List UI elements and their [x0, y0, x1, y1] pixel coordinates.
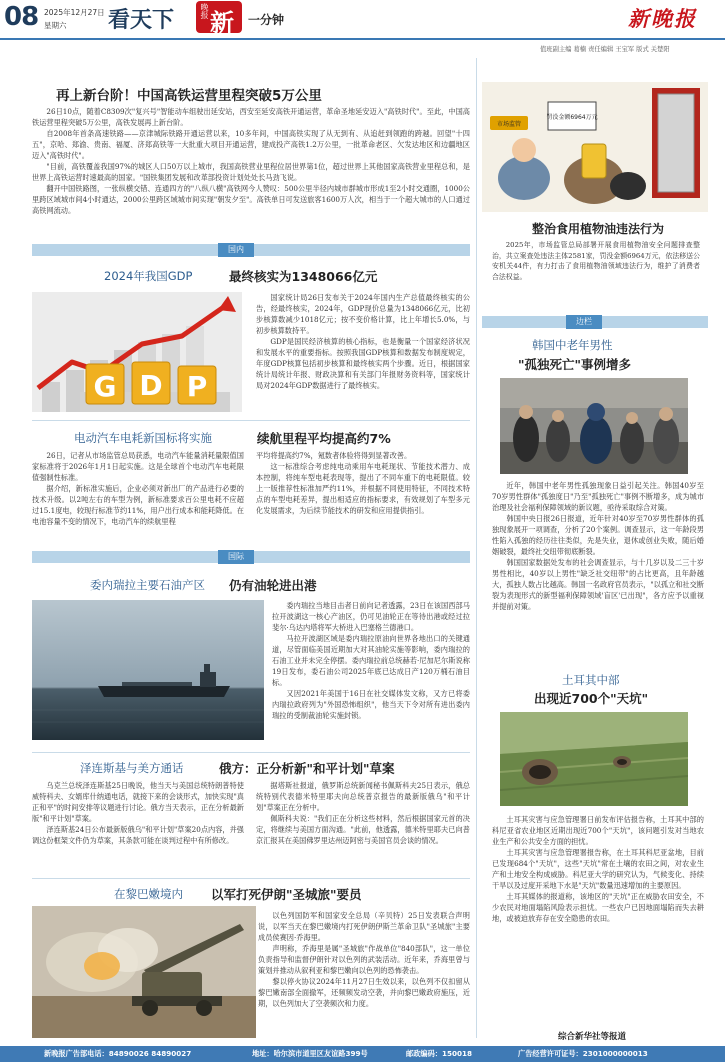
gdp-paragraph: 国家统计局26日发布关于2024年国内生产总值最终核实的公告，经最终核实，2024年，GDP现价总量为1348066亿元，比初步核算数减少1018亿元；按不变价格计算，比上年增长5.0%，与初步核算数持平。	[256, 293, 470, 335]
lebanon-body	[258, 910, 470, 1009]
lebanon-title-right: 以军打死伊朗"圣城旅"要员	[211, 887, 362, 902]
domestic-tag: 国内	[218, 243, 254, 257]
article-body-rail	[32, 106, 470, 216]
editor-credits: 值班副主编 葛楠 责任编辑 王宝军 版式 关楚阳	[540, 46, 670, 53]
subsection-title: 一分钟	[248, 13, 285, 27]
ukraine-paragraph: 泽连斯基24日公布最新版俄乌"和平计划"草案20点内容，并强调这份框架文件仍为草案，其条款可能在谈判过程中有所修改。	[32, 825, 244, 845]
footer-postcode: 邮政编码：150018	[406, 1049, 472, 1058]
sinkhole-photo	[500, 712, 688, 806]
ukraine-body-col2	[256, 780, 470, 846]
source-credit: 综合新华社等报道	[558, 1032, 627, 1042]
turkey-paragraph: 土耳其灾害与应急管理署报告称，在土耳其科尼亚盆地，目前已发现684个"天坑"，这些"天坑"常在土壤的农田之间，对农业生产和土地安全构成威胁。科尼亚大学的研究认为，气候变化、持续干旱以及过度开采地下水是"天坑"数量迅速增加的主要原因。	[492, 848, 704, 890]
venezuela-paragraph: 委内瑞拉当地目击者日前向记者透露，23日在该国西部马拉开波湖这一核心产油区，仍可见油轮正在等待出港或经过拉斐尔·乌达内塔将军大桥进入巴塞格兰德港口。	[272, 601, 470, 632]
ev-paragraph: 这一标准综合考虑纯电动乘用车电耗现状、节能技术潜力、成本控制，将纯车型电耗表现等，提出了不同车重下的电耗限值。较上一版推荐性标准加严约11%，并根据不同使用特征，不同技术特点的车型电耗差异，提出相适应的指标要求，有效规划了车型多元化发展需求，为后续节能技术的研发和应用提供指引。	[256, 462, 470, 515]
paper-masthead: 新晚报	[628, 6, 697, 31]
logo-text-large: 新	[210, 8, 234, 37]
border-section-bar	[482, 316, 708, 328]
oil-body: 2025年，市场监管总局部署开展食用植物油安全问题排查整治，共立案查处违法主体2581家，罚没金额6964万元，依法移送公安机关44件，有力打击了食用植物油领域违法行为，维护了消费者合法权益。	[492, 241, 700, 281]
turkey-title-line1: 土耳其中部	[562, 673, 620, 687]
domestic-section-bar	[32, 244, 470, 256]
page-number: 08	[4, 2, 39, 32]
korea-title-line1: 韩国中老年男性	[532, 338, 613, 352]
section-title: 看天下	[108, 8, 175, 33]
ev-body-col1	[32, 450, 244, 527]
issue-date: 2025年12月27日	[44, 8, 105, 17]
gdp-title-right: 最终核实为1348066亿元	[229, 269, 378, 284]
ev-body-col2	[256, 450, 470, 516]
korea-elderly-photo-svg	[500, 378, 688, 474]
gdp-letter-g: G	[93, 370, 117, 403]
korea-title-line2: "孤独死亡"事例增多	[518, 357, 632, 372]
gdp-letter-d: D	[139, 369, 163, 402]
article-title-rail: 再上新台阶！中国高铁运营里程突破5万公里	[56, 88, 322, 104]
international-tag: 国际	[218, 550, 254, 564]
artillery-photo-svg	[32, 906, 256, 1038]
page-header	[0, 0, 725, 40]
ev-title-left: 电动汽车电耗新国标将实施	[74, 431, 212, 445]
gdp-growth-illustration-svg	[32, 292, 242, 412]
footer-address: 地址：哈尔滨市道里区友谊路399号	[252, 1049, 368, 1058]
korea-paragraph: 韩国国家数据处发布的社会调查显示，与十几岁以及二三十岁男性相比，40岁以上男性"缺乏社交纽带"的占比更高，且年龄越大，孤独人数占比越高。韩国一名政府官员表示，"以孤立和社交断裂为表现形式的新型福利保障领域'盲区'已出现"，各方应予以重视并提前对策。	[492, 558, 704, 611]
issue-weekday: 星期六	[44, 21, 67, 30]
venezuela-paragraph: 又因2021年美国于16日在社交媒体发文称，又方已将委内瑞拉政府列为"外国恐怖组织"，他当天下令对所有进出委内瑞拉的受制裁油轮实施封锁。	[272, 689, 470, 720]
domestic-divider	[32, 420, 470, 421]
international-divider-1	[32, 752, 470, 753]
turkey-title-line2: 出现近700个"天坑"	[534, 691, 649, 706]
turkey-paragraph: 土耳其灾害与应急管理署日前发布评估报告称，土耳其中部的科尼亚省农业地区近期出现近700个"天坑"，该问题引发对当地农业生产和公共安全方面的担忧。	[492, 815, 704, 846]
ukraine-title-left: 泽连斯基与美方通话	[80, 761, 184, 775]
korea-paragraph: 近年，韩国中老年男性孤独现象日益引起关注。韩国40岁至70岁男性群体"孤独度日"乃至"孤独死亡"事例不断增多，成为城市治理及社会福利保障领域的新议题，亟待采取综合对策。	[492, 481, 704, 512]
ev-paragraph: 据介绍，新标准实施后，企业必须对新出厂的产品进行必要的技术升级。以2吨左右的车型为例，新标准要求百公里电耗不应超过15.1度电，较现行标准节约11%，用户出行成本和能耗降低。在电池容量不变的情况下，电动汽车的续航里程	[32, 484, 244, 526]
header-rule	[0, 38, 725, 40]
border-tag: 边栏	[566, 315, 602, 329]
lebanon-paragraph: 黎以停火协议2024年11月27日生效以来，以色列不仅扣留从黎巴嫩南部全面撤军，还频频发动空袭，并向黎巴嫩政府施压，近期，以色列加大了空袭频次和力度。	[258, 977, 470, 1008]
ukraine-paragraph: 乌克兰总统泽连斯基25日晚说，他当天与美国总统特朗普特使威特科夫、女婿库什纳通电话，就接下来的会谈形式，加快实现"真正和平"的时间安排等议题进行讨论。俄方当天表示，正在分析最新版"和平计划"草案。	[32, 781, 244, 823]
korea-paragraph: 韩国中央日报26日报道，近年针对40岁至70岁男性群体的孤独现象展开一项调查，分析了20个案例。调查显示，这一年龄段男性陷入孤独的经历往往类似，先是失业，退休或创业失败，随后婚姻破裂，最终社交纽带彻底断裂。	[492, 514, 704, 556]
edible-oil-cartoon-svg	[482, 82, 708, 212]
korea-elderly-photo	[500, 378, 688, 474]
turkey-paragraph: 土耳其媒体的报道称，该地区的"天坑"正在威胁农田安全，不少农民对地面塌陷风险表示担忧。一些农户已因地面塌陷而失去耕地，或被迫放弃存在安全隐患的农田。	[492, 892, 704, 923]
turkey-body	[492, 814, 704, 924]
venezuela-paragraph: 马拉开波湖区域是委内瑞拉原油向世界各地出口的关键通道，尽管面临美国近期加大对其油轮实施等影响，委内瑞拉的石油工业并未完全停摆。委内瑞拉前总统赫若·尼加尼尔斯说称19日发布，委石油公司2025年底已达成日产120万桶石油目标。	[272, 634, 470, 687]
brand-logo-badge	[196, 1, 242, 37]
international-divider-2	[32, 878, 470, 879]
venezuela-title-right: 仍有油轮进出港	[229, 578, 317, 593]
gdp-letter-p: P	[186, 370, 208, 403]
oil-tanker-photo-svg	[32, 600, 264, 740]
footer-license: 广告经营许可证号：2301000000013	[518, 1049, 648, 1058]
footer-ad-phone: 新晚报广告部电话：84890026 84890027	[44, 1049, 192, 1058]
sinkhole-photo-svg	[500, 712, 688, 806]
rail-paragraph: 翻开中国铁路图，一张纵横交错、连通四方的"八纵八横"高铁网今人赞叹：500公里半径内城市群城市形成1至2小时交通圈，1000公里跨区域城市间4小时通达，2000公里跨区域城市间实现"朝发夕至"。高铁单日可发送旅客1600万人次，相当于一个超大城市的人口通过高铁网流动。	[32, 184, 470, 215]
rail-paragraph: "目前，高铁覆盖我国97%的城区人口50万以上城市，我国高铁营业里程位居世界第1位，超过世界上其他国家高铁营业里程总和，是世界上高铁运营时速最高的国家。"国铁集团发展和改革部投资计划处处长马劲飞说。	[32, 162, 470, 182]
oil-title: 整治食用植物油违法行为	[532, 222, 665, 236]
gdp-body	[256, 292, 470, 391]
ev-paragraph: 26日，记者从市场监管总局获悉，电动汽车能量消耗量限值国家标准将于2026年1月1日起实施。这是全球首个电动汽车电耗限值强制性标准。	[32, 451, 244, 482]
international-section-bar	[32, 551, 470, 563]
ukraine-paragraph: 佩斯科夫说："我们正在分析这些材料，然后根据国家元首的决定，将继续与美国方面沟通。"此前，他透露，德米特里耶夫已向普京汇报其在美国佛罗里达州迈阿密与美国官员会谈的情况。	[256, 814, 470, 845]
gdp-illustration	[32, 292, 242, 412]
artillery-photo	[32, 906, 256, 1038]
ev-paragraph: 平均将提高约7%，氪数者体验将得到显著改善。	[256, 451, 412, 460]
logo-text-small: 晚报	[200, 3, 209, 19]
lebanon-paragraph: 声明称，乔海里是属"圣城旅"作战单位"840部队"，这一单位负责指导和监督伊朗针对以色列的武装活动。近年来，乔海里曾与策划并推动从叙利亚和黎巴嫩向以色列的恐怖袭击。	[258, 944, 470, 975]
ukraine-paragraph: 据塔斯社报道，俄罗斯总统新闻秘书佩斯科夫25日表示，俄总统特别代表德米特里耶夫向总统普京报告的最新版俄乌"和平计划"草案正在分析中。	[256, 781, 470, 812]
sidebar-column-rule	[476, 58, 477, 1038]
gdp-paragraph: GDP是国民经济核算的核心指标，也是衡量一个国家经济状况和发展水平的重要指标。按照我国GDP核算和数据发布制度规定，年度GDP核算包括初步核算和最终核实两个步骤。近日，根据国家统计局统计年报、财政决算和有关部门年报财务资料等，国家统计局对2024年GDP数据进行了最终核实。	[256, 337, 470, 390]
ukraine-title-right: 俄方：正分析新"和平计划"草案	[219, 761, 395, 776]
venezuela-body	[272, 600, 470, 721]
ev-title-right: 续航里程平均提高约7%	[257, 431, 391, 446]
venezuela-title-left: 委内瑞拉主要石油产区	[90, 578, 205, 592]
rail-paragraph: 26日10点，随着C8309次"复兴号"智能动车组驶出延安站，西安至延安高铁开通运营，革命圣地延安迈入"高铁时代"。至此，中国高铁运营里程突破5万公里，高铁发展再上新台阶。	[32, 107, 470, 127]
lebanon-title-left: 在黎巴嫩境内	[114, 887, 183, 901]
korea-body	[492, 480, 704, 612]
lebanon-paragraph: 以色列国防军和国家安全总局（辛贝特）25日发表联合声明说，以军当天在黎巴嫩境内打死伊朗伊斯兰革命卫队"圣城旅"主要成员侯赛因·乔海里。	[258, 911, 470, 942]
rail-paragraph: 自2008年首条高速铁路——京津城际铁路开通运营以来，10多年间，中国高铁实现了从无到有、从追赶到领跑的跨越。回望"十四五"，京哈、郑渝、贵南、福厦、济郑高铁等一大批重大项目开通运营，建成投产高铁1.2万公里，一批革命老区、欠发达地区和边疆地区迈入"高铁时代"。	[32, 129, 470, 160]
gdp-title-left: 2024年我国GDP	[104, 269, 193, 283]
edible-oil-cartoon	[482, 82, 708, 212]
oil-cartoon-label-fine: 罚没金额6964万元	[546, 114, 598, 121]
ukraine-body-col1	[32, 780, 244, 846]
oil-cartoon-label-regulator: 市场监管	[496, 121, 522, 128]
page-footer	[0, 1046, 725, 1062]
oil-tanker-photo	[32, 600, 264, 740]
